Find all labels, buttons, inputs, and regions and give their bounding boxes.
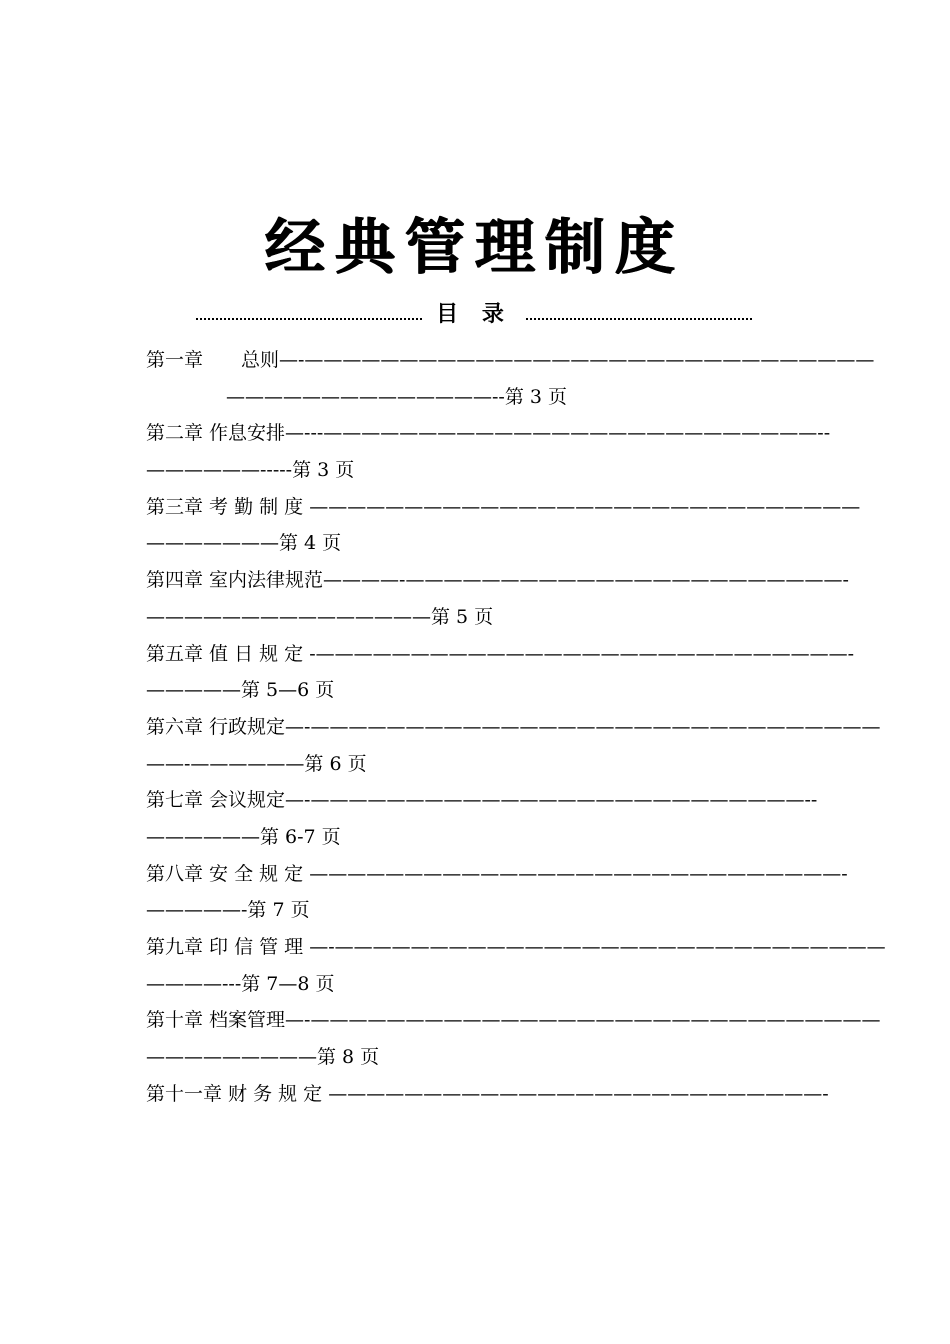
document-title: 经典管理制度 bbox=[265, 213, 685, 283]
toc-entry-9: 第九章 印 信 管 理 —-————————————————————————————— bbox=[146, 936, 886, 958]
toc-entry-3: 第三章 考 勤 制 度 ————————————————————————————— bbox=[146, 495, 861, 518]
toc-entry-4: 第四章 室内法律规范————-———————————————————————- bbox=[146, 569, 849, 592]
table-of-contents bbox=[146, 342, 886, 1112]
toc-entry-7-page: ——————第 6-7 页 bbox=[146, 825, 341, 848]
toc-heading: 目 录 bbox=[436, 301, 512, 327]
toc-entry-1-page: ——————————————--第 3 页 bbox=[226, 385, 568, 408]
dotted-leader-right bbox=[526, 318, 752, 320]
toc-entry-4-page: ———————————————第 5 页 bbox=[146, 605, 494, 628]
toc-entry-5-page: —————第 5—6 页 bbox=[146, 679, 335, 702]
toc-entry-9-page: ————---第 7—8 页 bbox=[146, 972, 335, 995]
toc-entry-1: 第一章 总则—-—————————————————————————————— bbox=[146, 349, 875, 371]
toc-entry-8: 第八章 安 全 规 定 ————————————————————————————- bbox=[146, 862, 848, 885]
toc-entry-2: 第二章 作息安排—---——————————————————————————-- bbox=[146, 422, 831, 445]
toc-entry-2-page: ——————-----第 3 页 bbox=[146, 459, 355, 482]
dotted-leader-left bbox=[196, 318, 422, 320]
toc-entry-7: 第七章 会议规定—-——————————————————————————-- bbox=[146, 789, 818, 812]
toc-entry-8-page: —————-第 7 页 bbox=[146, 899, 310, 922]
toc-entry-3-page: ———————第 4 页 bbox=[146, 532, 342, 555]
toc-entry-6-page: ——-——————第 6 页 bbox=[146, 752, 367, 775]
toc-entry-10: 第十章 档案管理—-—————————————————————————————— bbox=[146, 1009, 881, 1032]
toc-entry-6: 第六章 行政规定—-—————————————————————————————— bbox=[146, 715, 881, 738]
toc-entry-5: 第五章 值 日 规 定 -————————————————————————————- bbox=[146, 642, 855, 665]
toc-entry-11: 第十一章 财 务 规 定 ——————————————————————————- bbox=[146, 1082, 829, 1105]
toc-heading-row bbox=[196, 296, 752, 328]
toc-entry-10-page: —————————第 8 页 bbox=[146, 1046, 380, 1069]
